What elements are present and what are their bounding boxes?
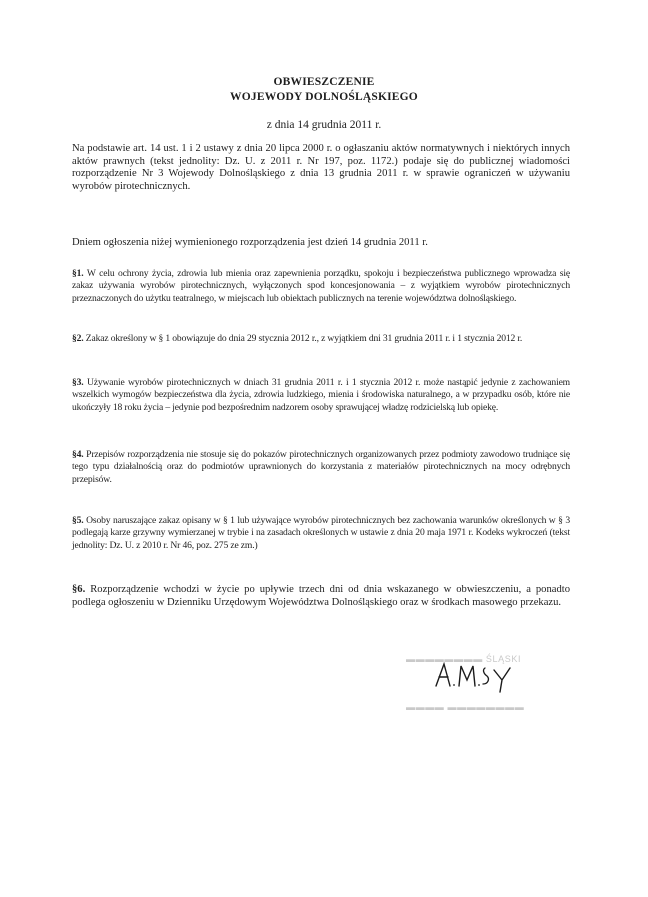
- handwritten-signature-icon: [432, 658, 528, 694]
- stamp-text: ŚLĄSKI: [485, 654, 522, 664]
- document-subtitle: WOJEWODY DOLNOŚLĄSKIEGO: [230, 91, 418, 103]
- stamp-line-bottom: ▬▬▬▬ ▬▬▬▬▬▬▬▬: [406, 702, 525, 712]
- section-3: [72, 377, 570, 414]
- signature-area: [400, 650, 580, 730]
- document-date: z dnia 14 grudnia 2011 r.: [266, 119, 382, 131]
- section-text: Używanie wyrobów pirotechnicznych w dniach 31 grudnia 2011 r. i 1 stycznia 2012 r. może nastąpić jedynie z zachowaniem wszelkich wymogów bezpieczeństwa dla życia, zdrowia ludzkiego, mienia i środowiska naturalnego, a w przypadku osób, które nie ukończyły 18 roku życia – jedynie pod bezpośrednim nadzorem osoby sprawującej władzę rodzicielską lub opiekę.: [72, 377, 570, 413]
- section-text: Rozporządzenie wchodzi w życie po upływie trzech dni od dnia wskazanego w obwieszczeniu, a ponadto podlega ogłoszeniu w Dzienniku Urzędowym Województwa Dolnośląskiego oraz w środkach masowego przekazu.: [72, 584, 570, 608]
- section-text: Osoby naruszające zakaz opisany w § 1 lub używające wyrobów pirotechnicznych bez zachowania warunków określonych w § 3 podlegają karze grzywny wymierzanej w trybie i na zasadach określonych w ustawie z dnia 20 maja 1971 r. Kodeks wykroczeń (tekst jednolity: Dz. U. z 2010 r. Nr 46, poz. 275 ze zm.): [72, 515, 570, 551]
- section-2: [72, 333, 570, 345]
- section-text: Przepisów rozporządzenia nie stosuje się do pokazów pirotechnicznych organizowanych przez podmioty zawodowo trudniące się tego typu działalnością oraz do podmiotów uprawnionych do korzystania z materiałów pirotechnicznych na mocy odrębnych przepisów.: [72, 449, 571, 485]
- announcement-paragraph: Dniem ogłoszenia niżej wymienionego rozporządzenia jest dzień 14 grudnia 2011 r.: [72, 237, 428, 248]
- section-1: [72, 268, 570, 305]
- section-6: [72, 584, 570, 609]
- section-text: Zakaz określony w § 1 obowiązuje do dnia 29 stycznia 2012 r., z wyjątkiem dni 31 grudnia 2011 r. i 1 stycznia 2012 r.: [85, 333, 523, 344]
- section-number: §1.: [72, 268, 84, 279]
- section-5: [72, 515, 570, 552]
- section-number: §5.: [72, 515, 84, 526]
- section-4: [72, 449, 570, 486]
- document-title: OBWIESZCZENIE: [273, 76, 375, 88]
- section-number: §3.: [72, 377, 84, 388]
- section-text: W celu ochrony życia, zdrowia lub mienia oraz zapewnienia porządku, spokoju i bezpieczeństwa publicznego wprowadza się zakaz używania wyrobów pirotechnicznych, wyłączonych spod koncesjonowania – z wyjątkiem wyrobów pirotechnicznych przeznaczonych do użytku teatralnego, w miejscach lub obiektach publicznych na terenie województwa dolnośląskiego.: [72, 268, 570, 304]
- section-number: §4.: [72, 449, 84, 460]
- section-number: §2.: [72, 333, 84, 344]
- intro-paragraph: Na podstawie art. 14 ust. 1 i 2 ustawy z dnia 20 lipca 2000 r. o ogłaszaniu aktów normatywnych i niektórych innych aktów prawnych (tekst jednolity: Dz. U. z 2011 r. Nr 197, poz. 1172.) podaje się do publicznej wiadomości rozporządzenie Nr 3 Wojewody Dolnośląskiego z dnia 13 grudnia 2011 r. w sprawie ograniczeń w używaniu wyrobów pirotechnicznych.: [72, 143, 570, 192]
- stamp-blur-mark: ▬▬▬▬▬▬▬▬: [406, 654, 483, 664]
- section-number: §6.: [72, 584, 86, 595]
